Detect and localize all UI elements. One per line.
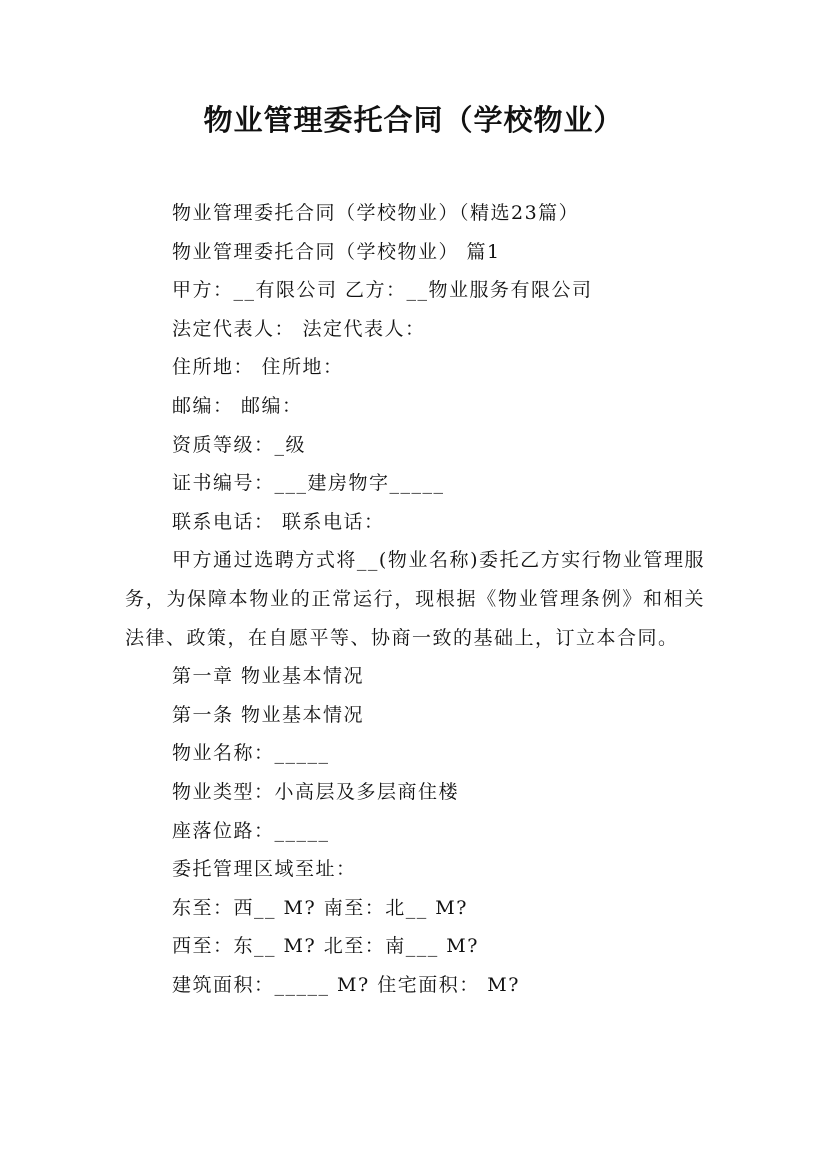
article-heading: 第一条 物业基本情况 (172, 703, 365, 726)
paragraph: 建筑面积：_____ M? 住宅面积： M? (172, 973, 520, 996)
paragraph: 证书编号：___建房物字_____ (172, 472, 445, 495)
paragraph: 联系电话： 联系电话： (172, 510, 385, 533)
paragraph: 物业管理委托合同（学校物业）（精选23篇） (172, 202, 580, 224)
paragraph: 西至：东__ M? 北至：南___ M? (172, 935, 479, 958)
paragraph: 座落位路：_____ (172, 819, 330, 842)
paragraph: 物业类型：小高层及多层商住楼 (172, 780, 460, 803)
paragraph: 委托管理区域至址： (172, 858, 357, 881)
paragraph: 物业名称：_____ (172, 742, 330, 765)
document-body (125, 194, 705, 1004)
paragraph: 法定代表人： 法定代表人： (172, 317, 426, 340)
document-title: 物业管理委托合同（学校物业） (203, 103, 624, 137)
paragraph: 住所地： 住所地： (172, 356, 344, 379)
paragraph: 甲方通过选聘方式将__(物业名称)委托乙方实行物业管理服务，为保障本物业的正常运行，现根据《物业管理条例》和相关法律、政策，在自愿平等、协商一致的基础上，订立本合同。 (125, 549, 705, 649)
paragraph: 物业管理委托合同（学校物业） 篇1 (172, 240, 501, 263)
paragraph: 东至：西__ M? 南至：北__ M? (172, 896, 468, 919)
paragraph: 甲方：__有限公司 乙方：__物业服务有限公司 (172, 279, 593, 302)
paragraph: 邮编： 邮编： (172, 394, 303, 417)
paragraph: 资质等级：_级 (172, 433, 307, 456)
chapter-heading: 第一章 物业基本情况 (172, 665, 365, 688)
